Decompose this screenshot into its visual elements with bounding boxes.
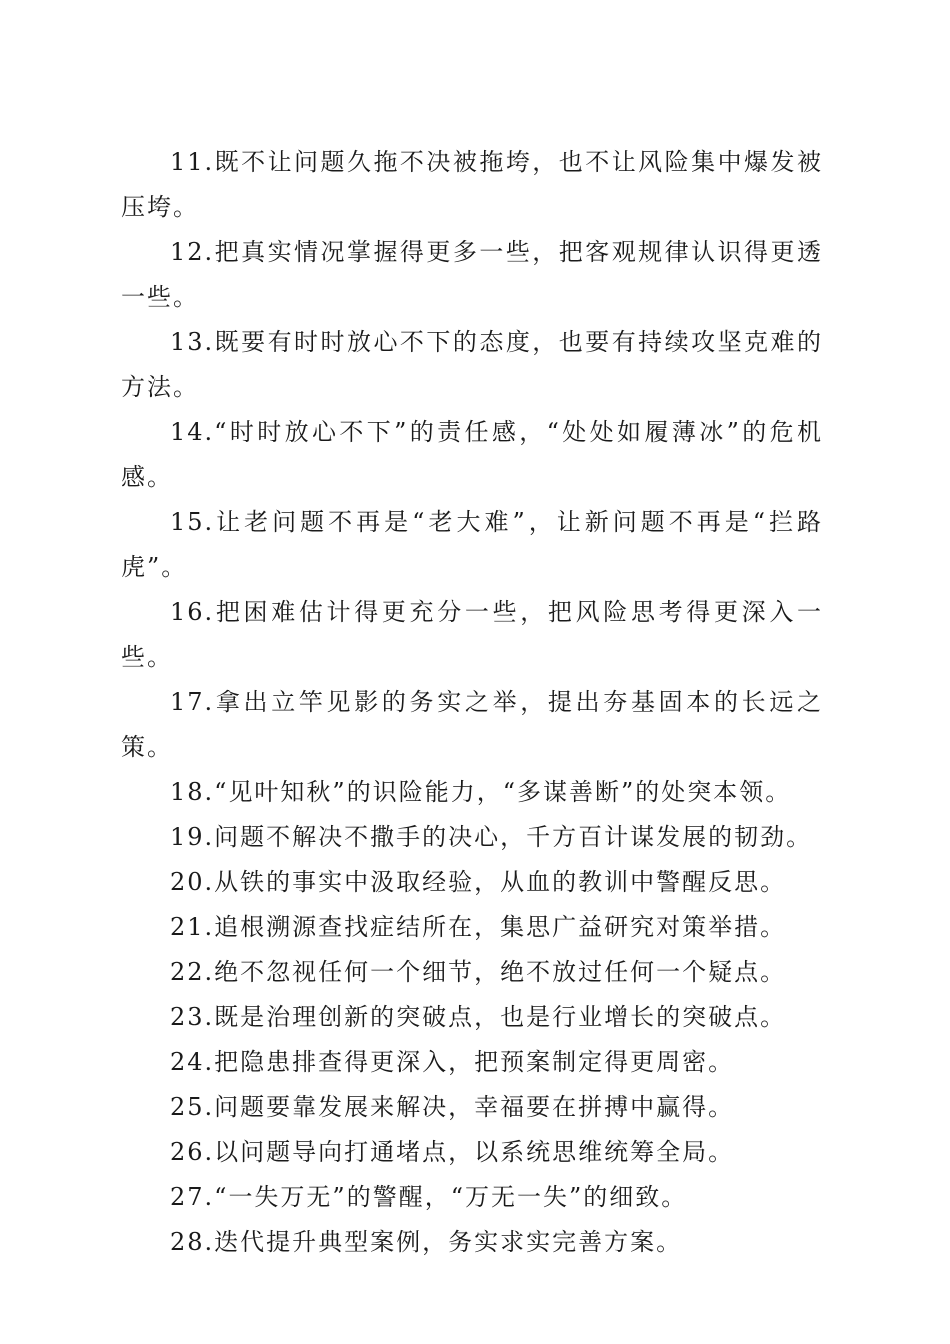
list-item: 11.既不让问题久拖不决被拖垮，也不让风险集中爆发被压垮。 — [121, 148, 823, 221]
list-item: 16.把困难估计得更充分一些，把风险思考得更深入一些。 — [121, 598, 823, 671]
list-item: 23.既是治理创新的突破点，也是行业增长的突破点。 — [170, 1003, 787, 1031]
list-item: 27.“一失万无”的警醒，“万无一失”的细致。 — [170, 1183, 688, 1211]
list-item: 13.既要有时时放心不下的态度，也要有持续攻坚克难的方法。 — [121, 328, 823, 401]
list-item: 24.把隐患排查得更深入，把预案制定得更周密。 — [170, 1048, 735, 1076]
list-item: 12.把真实情况掌握得更多一些，把客观规律认识得更透一些。 — [121, 238, 823, 311]
list-item: 28.迭代提升典型案例，务实求实完善方案。 — [170, 1228, 683, 1256]
list-item: 15.让老问题不再是“老大难”，让新问题不再是“拦路虎”。 — [121, 508, 823, 581]
list-item: 22.绝不忽视任何一个细节，绝不放过任何一个疑点。 — [170, 958, 787, 986]
list-item: 20.从铁的事实中汲取经验，从血的教训中警醒反思。 — [170, 868, 787, 896]
list-item: 25.问题要靠发展来解决，幸福要在拼搏中赢得。 — [170, 1093, 735, 1121]
list-item: 17.拿出立竿见影的务实之举，提出夯基固本的长远之策。 — [121, 688, 823, 761]
list-item: 14.“时时放心不下”的责任感，“处处如履薄冰”的危机感。 — [121, 418, 823, 491]
list-item: 26.以问题导向打通堵点，以系统思维统筹全局。 — [170, 1138, 735, 1166]
list-item: 19.问题不解决不撒手的决心，千方百计谋发展的韧劲。 — [170, 823, 813, 851]
list-item: 21.追根溯源查找症结所在，集思广益研究对策举措。 — [170, 913, 787, 941]
phrase-list — [121, 140, 823, 1265]
list-item: 18.“见叶知秋”的识险能力，“多谋善断”的处突本领。 — [170, 778, 792, 806]
